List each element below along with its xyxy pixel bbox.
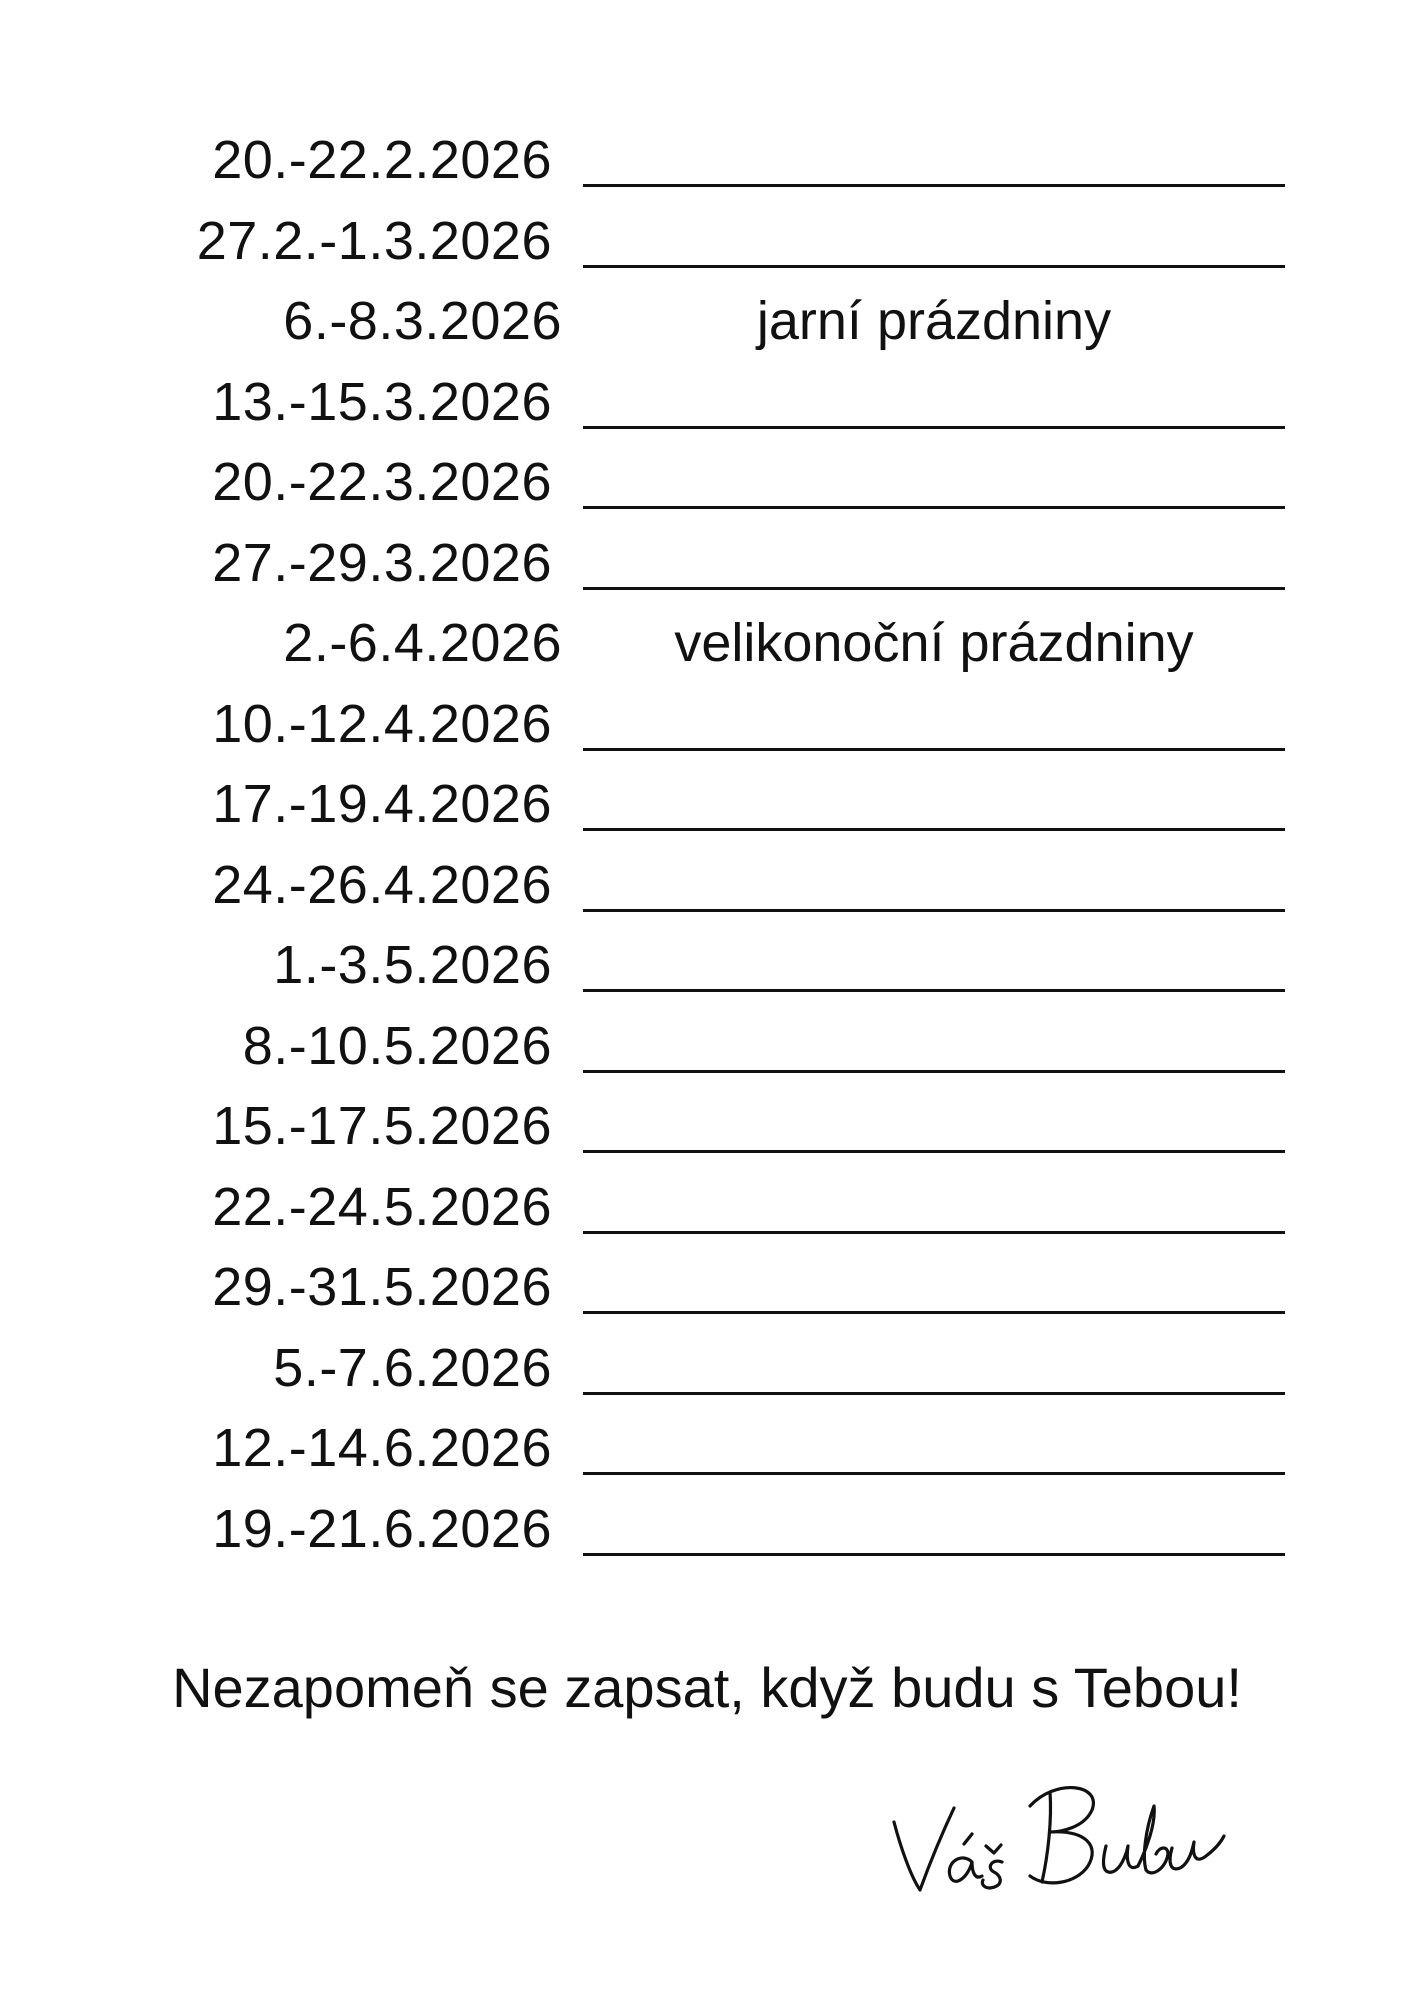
schedule-row	[0, 764, 1414, 845]
signup-blank-line[interactable]	[583, 265, 1285, 268]
signup-blank-line[interactable]	[583, 828, 1285, 831]
row-date: 20.-22.3.2026	[212, 452, 552, 512]
schedule-row	[0, 442, 1414, 523]
row-date: 22.-24.5.2026	[212, 1176, 552, 1237]
signup-blank-line[interactable]	[583, 506, 1285, 509]
row-date: 19.-21.6.2026	[212, 1498, 552, 1559]
signup-blank-line[interactable]	[583, 426, 1285, 429]
row-date: 6.-8.3.2026	[283, 291, 562, 351]
signup-blank-line[interactable]	[583, 1231, 1285, 1234]
row-date: 5.-7.6.2026	[273, 1337, 552, 1398]
schedule-row-holiday	[0, 281, 1414, 362]
schedule-row	[0, 1006, 1414, 1087]
schedule-list	[0, 120, 1414, 1569]
signup-blank-line[interactable]	[583, 587, 1285, 590]
row-date: 1.-3.5.2026	[273, 935, 552, 995]
row-date: 24.-26.4.2026	[212, 854, 552, 915]
signup-blank-line[interactable]	[583, 909, 1285, 912]
handwritten-signature	[880, 1750, 1240, 1900]
row-date: 27.2.-1.3.2026	[196, 210, 552, 271]
schedule-row	[0, 120, 1414, 201]
row-date: 27.-29.3.2026	[212, 532, 552, 593]
signup-blank-line[interactable]	[583, 989, 1285, 992]
row-date: 10.-12.4.2026	[212, 693, 552, 754]
schedule-row	[0, 1489, 1414, 1570]
signup-blank-line[interactable]	[583, 1070, 1285, 1073]
schedule-row	[0, 925, 1414, 1006]
reminder-message: Nezapomeň se zapsat, když budu s Tebou!	[172, 1656, 1242, 1719]
schedule-row	[0, 1408, 1414, 1489]
schedule-row	[0, 362, 1414, 443]
row-date: 29.-31.5.2026	[212, 1257, 552, 1317]
holiday-note: velikonoční prázdniny	[674, 613, 1194, 673]
schedule-row	[0, 1167, 1414, 1248]
row-date: 2.-6.4.2026	[283, 613, 562, 673]
schedule-row	[0, 1086, 1414, 1167]
row-date: 15.-17.5.2026	[212, 1096, 552, 1156]
signup-blank-line[interactable]	[583, 748, 1285, 751]
row-date: 17.-19.4.2026	[212, 774, 552, 834]
schedule-row	[0, 523, 1414, 604]
signup-blank-line[interactable]	[583, 1311, 1285, 1314]
signup-blank-line[interactable]	[583, 1150, 1285, 1153]
schedule-row	[0, 684, 1414, 765]
signup-blank-line[interactable]	[583, 184, 1285, 187]
row-date: 8.-10.5.2026	[242, 1015, 552, 1076]
schedule-row	[0, 845, 1414, 926]
signup-blank-line[interactable]	[583, 1553, 1285, 1556]
schedule-row	[0, 1328, 1414, 1409]
schedule-row-holiday	[0, 603, 1414, 684]
signup-blank-line[interactable]	[583, 1472, 1285, 1475]
row-date: 13.-15.3.2026	[212, 371, 552, 432]
signup-blank-line[interactable]	[583, 1392, 1285, 1395]
schedule-row	[0, 201, 1414, 282]
row-date: 20.-22.2.2026	[212, 130, 552, 190]
schedule-row	[0, 1247, 1414, 1328]
row-date: 12.-14.6.2026	[212, 1418, 552, 1478]
holiday-note: jarní prázdniny	[756, 291, 1112, 351]
